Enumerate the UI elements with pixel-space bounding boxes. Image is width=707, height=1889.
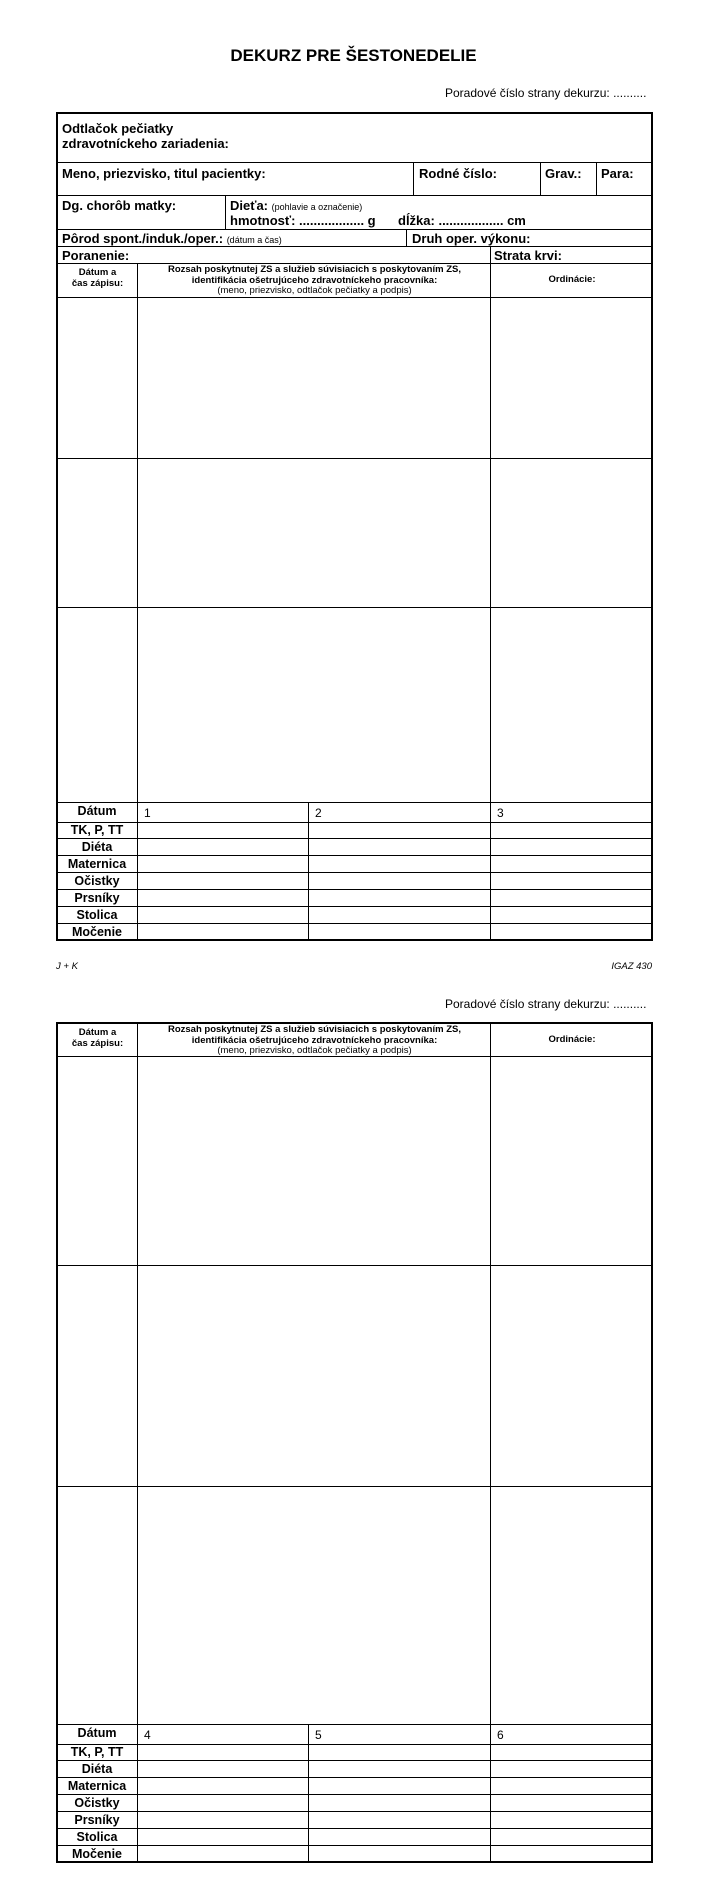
scope-header-line-3-p2: (meno, priezvisko, odtlačok pečiatky a podpis) — [217, 1045, 412, 1056]
orders-header: Ordinácie: — [548, 274, 596, 285]
day-column-3: 3 — [497, 806, 504, 820]
row-label-uterus: Maternica — [67, 857, 127, 871]
row-label-stool-p2: Stolica — [76, 1830, 118, 1844]
row-label-diet-p2: Diéta — [81, 1762, 113, 1776]
footer-left: J + K — [56, 961, 78, 972]
page-title: DEKURZ PRE ŠESTONEDELIE — [230, 46, 477, 65]
scope-header-line-2-p2: identifikácia ošetrujúceho zdravotníckeho pracovníka: — [191, 1034, 438, 1046]
day-column-4: 4 — [144, 1728, 151, 1742]
row-label-date: Dátum — [77, 804, 117, 818]
row-label-lochia: Očistky — [74, 874, 120, 888]
scope-header-line-3: (meno, priezvisko, odtlačok pečiatky a podpis) — [217, 285, 412, 296]
orders-header-p2: Ordinácie: — [548, 1034, 596, 1045]
child-weight-label: hmotnosť: .................. g — [230, 213, 376, 228]
child-note: (pohlavie a označenie) — [271, 202, 363, 212]
row-label-breasts-p2: Prsníky — [74, 1813, 120, 1827]
date-time-header-line-2-p2: čas zápisu: — [71, 1037, 124, 1049]
page-number-label: Poradové číslo strany dekurzu: .......... — [445, 86, 647, 100]
mother-diagnosis-label: Dg. chorôb matky: — [62, 198, 177, 213]
row-label-stool: Stolica — [76, 908, 118, 922]
gravidity-label: Grav.: — [545, 166, 582, 181]
day-column-5: 5 — [315, 1728, 322, 1742]
row-label-vitals-p2: TK, P, TT — [70, 1745, 124, 1759]
operation-type-label: Druh oper. výkonu: — [412, 231, 531, 246]
footer-right: IGAZ 430 — [611, 961, 652, 972]
date-time-header-line-1-p2: Dátum a — [78, 1027, 117, 1038]
row-label-breasts: Prsníky — [74, 891, 120, 905]
birth-type-label: Pôrod spont./induk./oper.: — [62, 231, 224, 246]
birth-type-note: (dátum a čas) — [226, 235, 282, 245]
day-column-1: 1 — [144, 806, 151, 820]
date-time-header-line-1: Dátum a — [78, 267, 117, 278]
stamp-label-line-2: zdravotníckeho zariadenia: — [62, 136, 229, 151]
page-number-label-2: Poradové číslo strany dekurzu: .......... — [445, 997, 647, 1011]
row-label-vitals: TK, P, TT — [70, 823, 124, 837]
scope-header-line-1: Rozsah poskytnutej ZS a služieb súvisiacich s poskytovaním ZS, — [167, 264, 461, 275]
row-label-uterus-p2: Maternica — [67, 1779, 127, 1793]
stamp-label-line-1: Odtlačok pečiatky — [62, 121, 174, 136]
injury-label: Poranenie: — [62, 248, 130, 263]
patient-name-label: Meno, priezvisko, titul pacientky: — [62, 166, 266, 181]
blood-loss-label: Strata krvi: — [494, 248, 562, 263]
row-label-urination: Močenie — [71, 925, 122, 939]
row-label-diet: Diéta — [81, 840, 113, 854]
date-time-header-line-2: čas zápisu: — [71, 277, 124, 289]
row-label-date-p2: Dátum — [77, 1726, 117, 1740]
scope-header-line-2: identifikácia ošetrujúceho zdravotníckeho pracovníka: — [191, 274, 438, 286]
day-column-2: 2 — [315, 806, 322, 820]
row-label-urination-p2: Močenie — [71, 1847, 122, 1861]
child-label: Dieťa: — [230, 198, 269, 213]
day-column-6: 6 — [497, 1728, 504, 1742]
row-label-lochia-p2: Očistky — [74, 1796, 120, 1810]
child-length-label: dĺžka: .................. cm — [398, 213, 526, 228]
scope-header-line-1-p2: Rozsah poskytnutej ZS a služieb súvisiacich s poskytovaním ZS, — [167, 1024, 461, 1035]
parity-label: Para: — [601, 166, 634, 181]
birth-number-label: Rodné číslo: — [419, 166, 498, 181]
